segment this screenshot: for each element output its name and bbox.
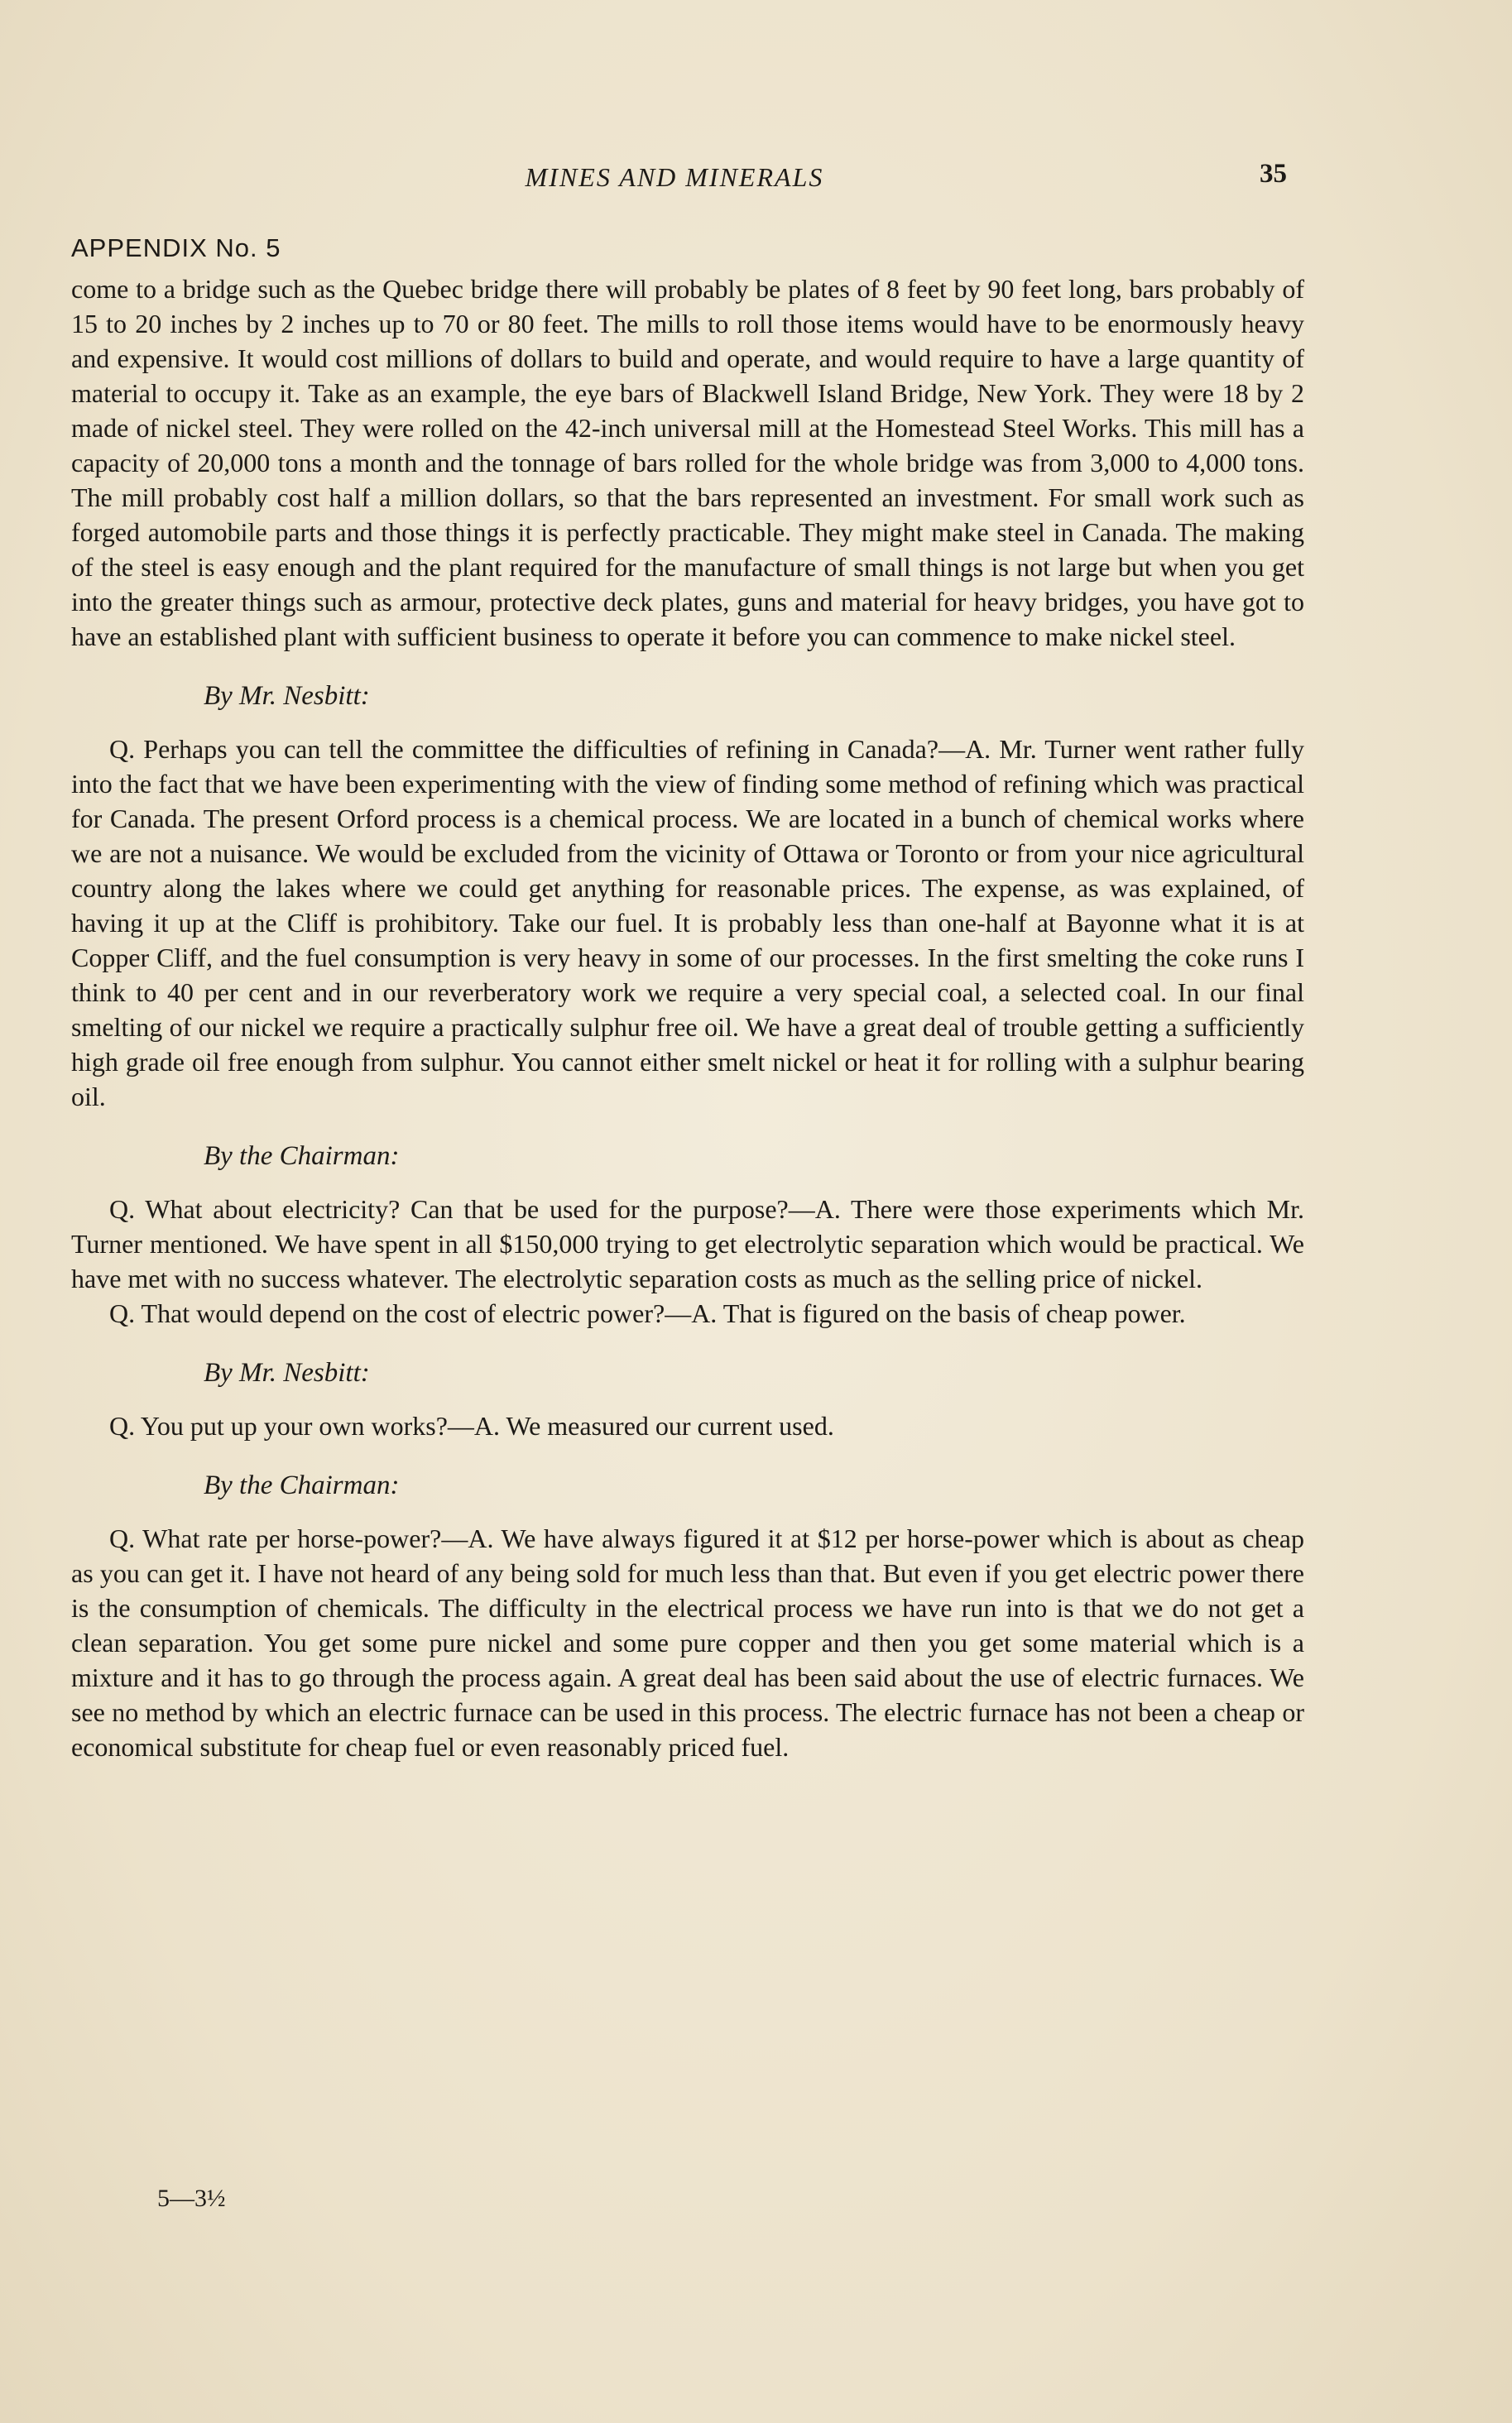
speaker-heading: By Mr. Nesbitt: — [204, 681, 370, 711]
paragraph-question: Q. What about electricity? Can that be used for the purpose?—A. There were those experiments which Mr. Turner mentioned. We have spent in all $150,000 trying to get electrolytic separation which would be practical. We have met with no success whatever. The electrolytic separation costs as much as the selling price of nickel. — [71, 1194, 1304, 1293]
paragraph-question: Q. What rate per horse-power?—A. We have always figured it at $12 per horse-power which is about as cheap as you can get it. I have not heard of any being sold for much less than that. But even if you get electric power there is the consumption of chemicals. The difficulty in the electrical process we have run into is that we do not get a clean separation. You get some pure nickel and some pure copper and then you get some material which is a mixture and it has to go through the process again. A great deal has been said about the use of electric furnaces. We see no method by which an electric furnace can be used in this process. The electric furnace has not been a cheap or economical substitute for cheap fuel or even reasonably priced fuel. — [71, 1523, 1304, 1762]
paragraph-question: Q. Perhaps you can tell the committee the difficulties of refining in Canada?—A. Mr. Turner went rather fully into the fact that we have been experimenting with the view of finding some method of refining which was practical for Canada. The present Orford process is a chemical process. We are located in a bunch of chemical works where we are not a nuisance. We would be excluded from the vicinity of Ottawa or Toronto or from your nice agricultural country along the lakes where we could get anything for reasonable prices. The expense, as was explained, of having it up at the Cliff is prohibitory. Take our fuel. It is probably less than one-half at Bayonne what it is at Copper Cliff, and the fuel consumption is very heavy in some of our processes. In the first smelting the coke runs I think to 40 per cent and in our reverberatory work we require a very special coal, a selected coal. In our final smelting of our nickel we require a practically sulphur free oil. We have a great deal of trouble getting a sufficiently high grade oil free enough from sulphur. You cannot either smelt nickel or heat it for rolling with a sulphur bearing oil. — [71, 734, 1304, 1111]
speaker-heading: By the Chairman: — [204, 1471, 400, 1500]
paragraph-question: Q. You put up your own works?—A. We measured our current used. — [109, 1411, 834, 1441]
page-number: 35 — [1260, 159, 1287, 189]
speaker-heading: By the Chairman: — [204, 1141, 400, 1171]
appendix-label: APPENDIX No. 5 — [71, 233, 281, 262]
speaker-heading: By Mr. Nesbitt: — [204, 1358, 370, 1388]
paragraph-continuation: come to a bridge such as the Quebec bridge there will probably be plates of 8 feet by 90 feet long, bars probably of 15 to 20 inches by 2 inches up to 70 or 80 feet. The mills to roll those items would have to be enormously heavy and expensive. It would cost millions of dollars to build and operate, and would require to have a large quantity of material to occupy it. Take as an example, the eye bars of Blackwell Island Bridge, New York. They were 18 by 2 made of nickel steel. They were rolled on the 42-inch universal mill at the Homestead Steel Works. This mill has a capacity of 20,000 tons a month and the tonnage of bars rolled for the whole bridge was from 3,000 to 4,000 tons. The mill probably cost half a million dollars, so that the bars represented an investment. For small work such as forged automobile parts and those things it is perfectly practicable. They might make steel in Canada. The making of the steel is easy enough and the plant required for the manufacture of small things is not large but when you get into the greater things such as armour, protective deck plates, guns and material for heavy bridges, you have got to have an established plant with sufficient business to operate it before you can commence to make nickel steel. — [71, 274, 1304, 651]
running-head: MINES AND MINERALS — [525, 162, 824, 192]
document-body — [71, 271, 1304, 1764]
paragraph-question: Q. That would depend on the cost of electric power?—A. That is figured on the basis of cheap power. — [109, 1298, 1186, 1328]
printer-signature-mark: 5—3½ — [157, 2185, 226, 2212]
